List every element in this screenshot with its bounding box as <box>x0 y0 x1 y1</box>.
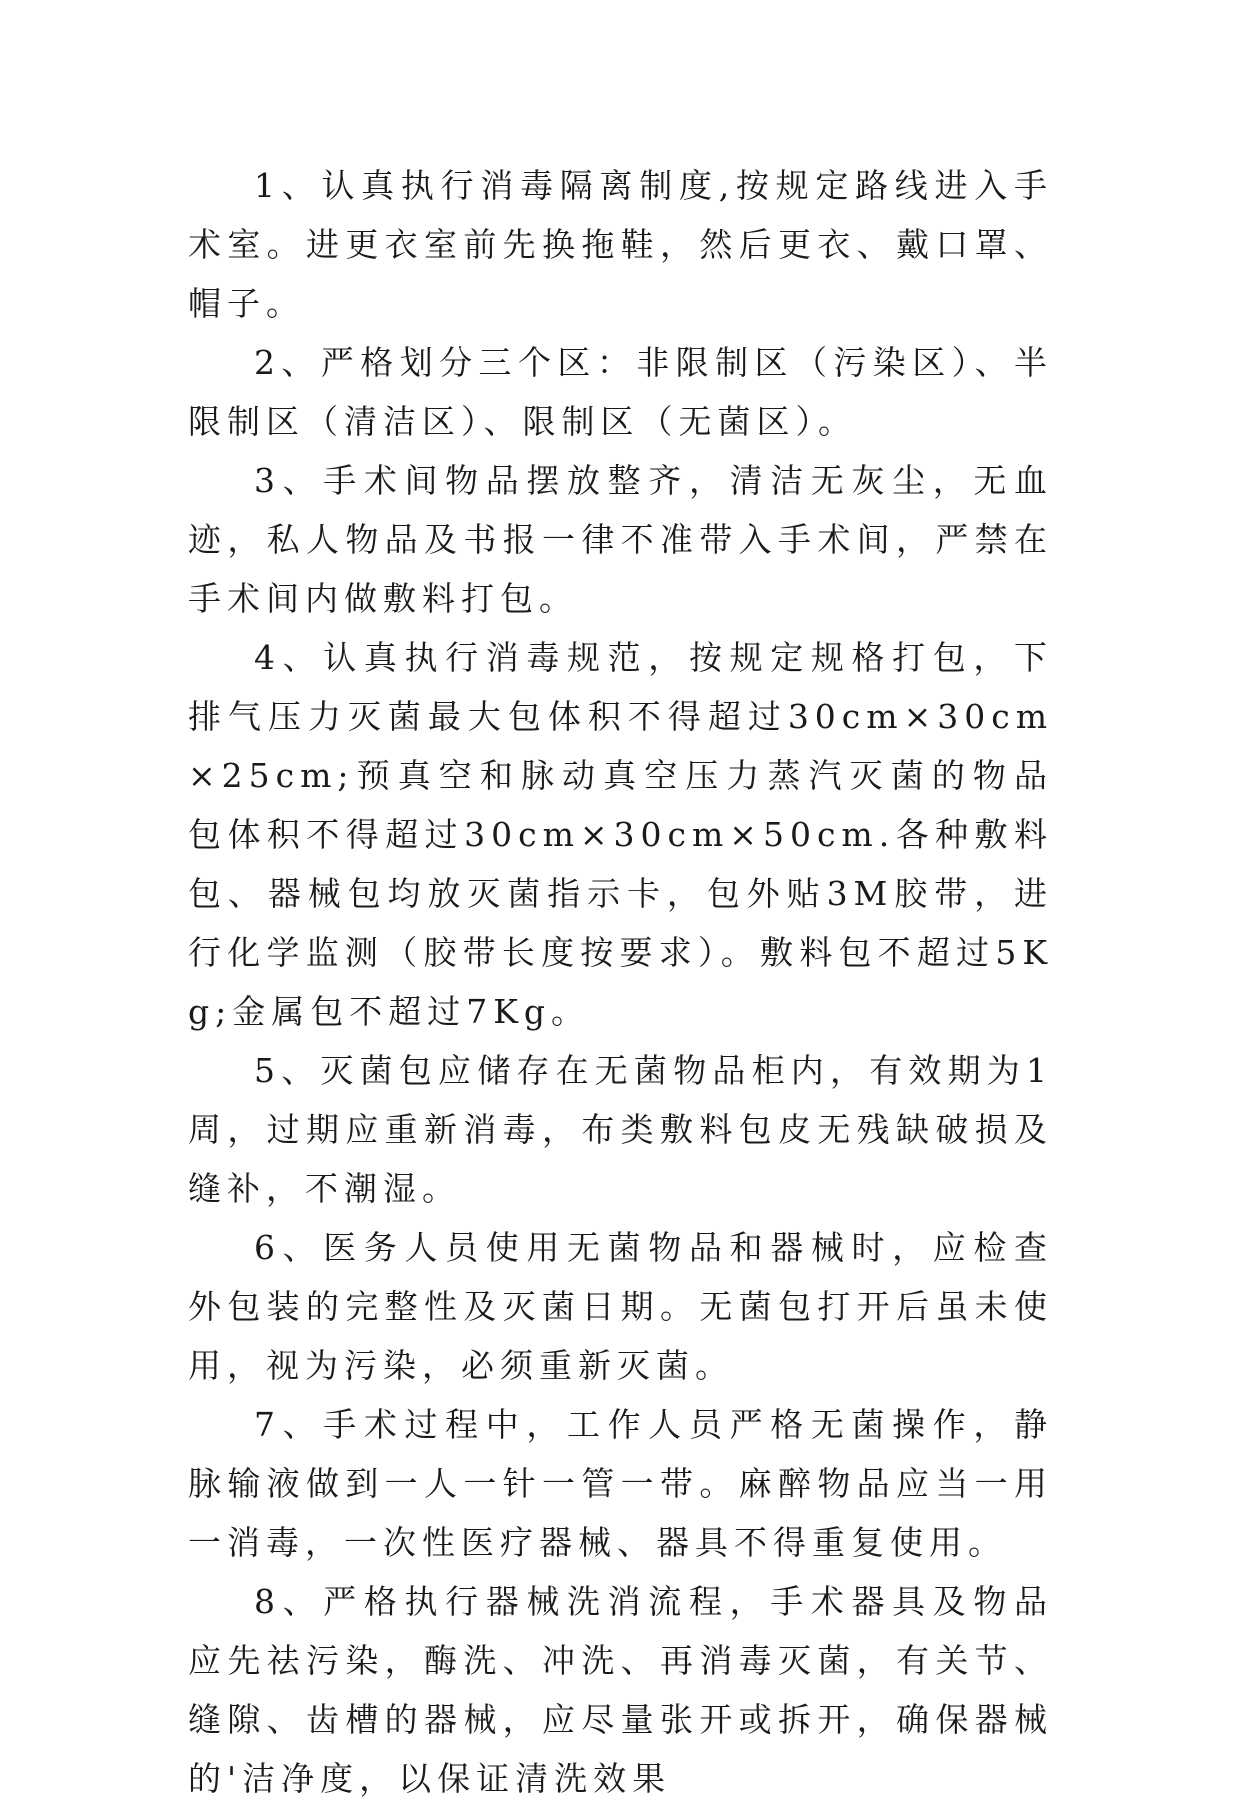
paragraph-8: 8、严格执行器械洗消流程，手术器具及物品应先祛污染，酶洗、冲洗、再消毒灭菌，有关节、缝隙、齿槽的器械，应尽量张开或拆开，确保器械的'洁净度，以保证清洗效果 <box>188 1582 1053 1798</box>
paragraph-4: 4、认真执行消毒规范，按规定规格打包，下排气压力灭菌最大包体积不得超过30cm×30cm×25cm;预真空和脉动真空压力蒸汽灭菌的物品包体积不得超过30cm×30cm×50cm.各种敷料包、器械包均放灭菌指示卡，包外贴3M胶带，进行化学监测（胶带长度按要求）。敷料包不超过5Kg;金属包不超过7Kg。 <box>188 638 1053 1031</box>
paragraph-2: 2、严格划分三个区：非限制区（污染区）、半限制区（清洁区）、限制区（无菌区）。 <box>188 343 1053 441</box>
paragraph-1: 1、认真执行消毒隔离制度,按规定路线进入手术室。进更衣室前先换拖鞋，然后更衣、戴口罩、帽子。 <box>188 166 1053 323</box>
paragraph-5: 5、灭菌包应储存在无菌物品柜内，有效期为1周，过期应重新消毒，布类敷料包皮无残缺破损及缝补，不潮湿。 <box>188 1051 1053 1208</box>
paragraph-6: 6、医务人员使用无菌物品和器械时，应检查外包装的完整性及灭菌日期。无菌包打开后虽未使用，视为污染，必须重新灭菌。 <box>188 1228 1053 1385</box>
paragraph-7: 7、手术过程中，工作人员严格无菌操作，静脉输液做到一人一针一管一带。麻醉物品应当一用一消毒，一次性医疗器械、器具不得重复使用。 <box>188 1405 1053 1562</box>
paragraph-3: 3、手术间物品摆放整齐，清洁无灰尘，无血迹，私人物品及书报一律不准带入手术间，严禁在手术间内做敷料打包。 <box>188 461 1053 618</box>
document-body <box>188 156 1053 1808</box>
